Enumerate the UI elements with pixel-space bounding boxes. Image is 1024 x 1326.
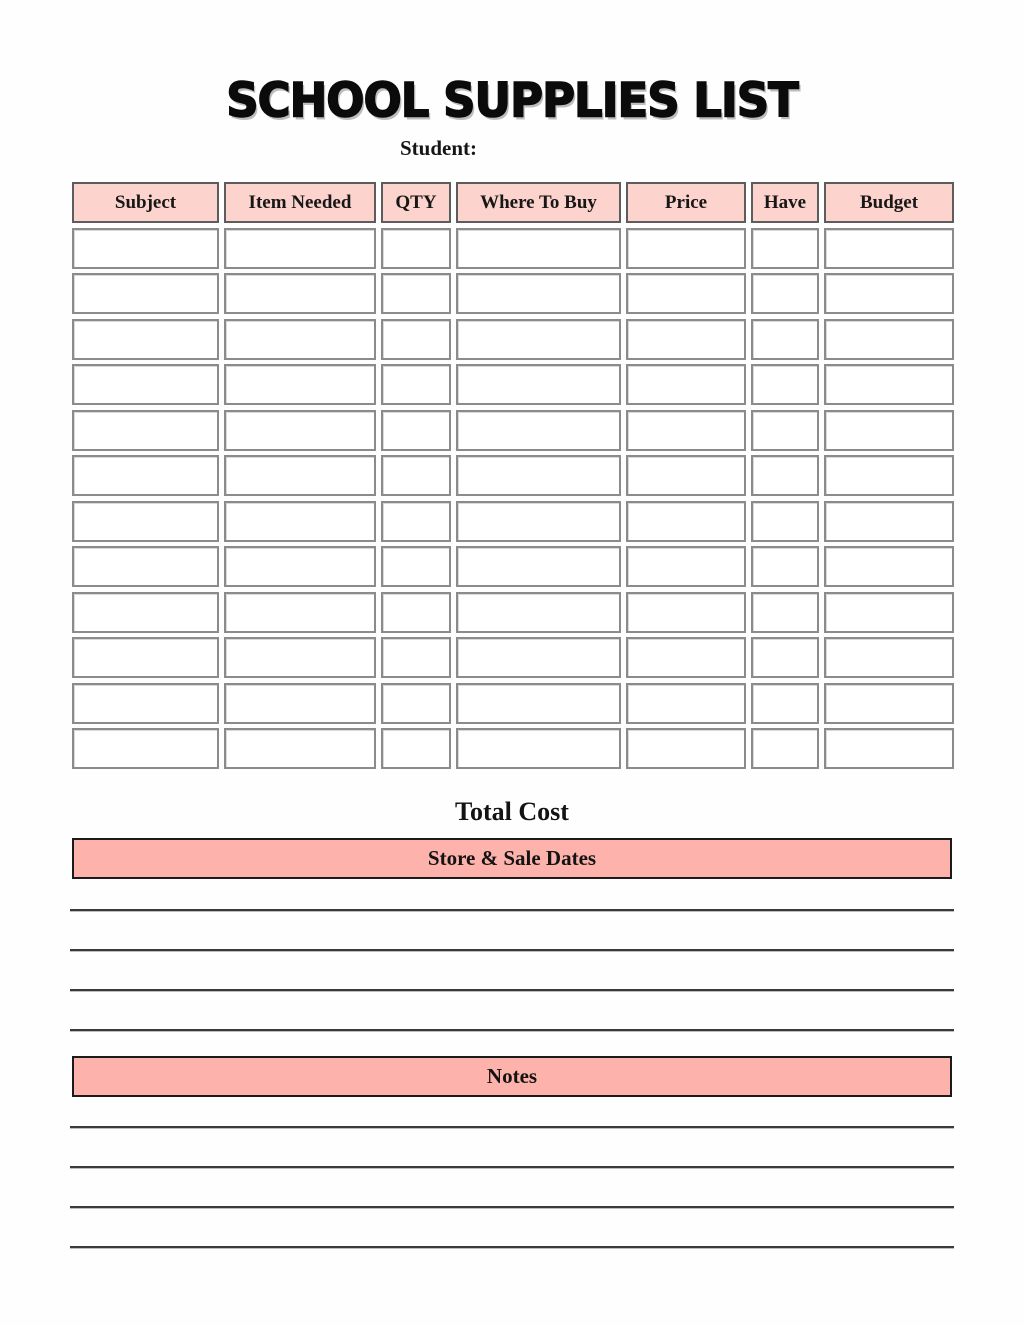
header-cell-where-to-buy: Where To Buy xyxy=(456,182,621,223)
table-cell[interactable] xyxy=(626,228,746,269)
table-cell[interactable] xyxy=(626,273,746,314)
table-cell[interactable] xyxy=(72,410,219,451)
table-cell[interactable] xyxy=(456,319,621,360)
table-cell[interactable] xyxy=(456,546,621,587)
table-cell[interactable] xyxy=(72,683,219,724)
table-cell[interactable] xyxy=(626,319,746,360)
table-cell[interactable] xyxy=(224,273,376,314)
table-cell[interactable] xyxy=(381,319,451,360)
write-line[interactable] xyxy=(70,1206,954,1209)
write-line[interactable] xyxy=(70,949,954,952)
write-line[interactable] xyxy=(70,989,954,992)
notes-banner xyxy=(72,1056,952,1097)
write-line[interactable] xyxy=(70,1246,954,1249)
table-cell[interactable] xyxy=(72,546,219,587)
table-cell[interactable] xyxy=(824,683,954,724)
table-cell[interactable] xyxy=(751,455,819,496)
table-cell[interactable] xyxy=(72,637,219,678)
table-cell[interactable] xyxy=(824,501,954,542)
write-line[interactable] xyxy=(70,1166,954,1169)
table-cell[interactable] xyxy=(824,364,954,405)
header-cell-have: Have xyxy=(751,182,819,223)
table-cell[interactable] xyxy=(456,637,621,678)
table-cell[interactable] xyxy=(751,273,819,314)
write-line[interactable] xyxy=(70,909,954,912)
table-cell[interactable] xyxy=(224,728,376,769)
table-cell[interactable] xyxy=(824,592,954,633)
table-cell[interactable] xyxy=(824,546,954,587)
table-cell[interactable] xyxy=(456,592,621,633)
table-cell[interactable] xyxy=(626,728,746,769)
table-cell[interactable] xyxy=(224,455,376,496)
table-cell[interactable] xyxy=(72,364,219,405)
table-cell[interactable] xyxy=(626,683,746,724)
table-cell[interactable] xyxy=(626,637,746,678)
table-cell[interactable] xyxy=(72,501,219,542)
table-cell[interactable] xyxy=(72,455,219,496)
table-cell[interactable] xyxy=(381,455,451,496)
table-cell[interactable] xyxy=(381,683,451,724)
notes-lines xyxy=(70,1126,954,1249)
table-cell[interactable] xyxy=(824,637,954,678)
header-cell-budget: Budget xyxy=(824,182,954,223)
table-cell[interactable] xyxy=(626,455,746,496)
table-cell[interactable] xyxy=(224,501,376,542)
table-cell[interactable] xyxy=(626,410,746,451)
table-cell[interactable] xyxy=(381,728,451,769)
table-cell[interactable] xyxy=(456,228,621,269)
table-cell[interactable] xyxy=(224,319,376,360)
table-cell[interactable] xyxy=(824,728,954,769)
table-cell[interactable] xyxy=(751,319,819,360)
store-sale-dates-label: Store & Sale Dates xyxy=(427,846,597,870)
table-cell[interactable] xyxy=(381,546,451,587)
table-cell[interactable] xyxy=(751,683,819,724)
table-cell[interactable] xyxy=(224,364,376,405)
table-cell[interactable] xyxy=(72,273,219,314)
table-cell[interactable] xyxy=(224,410,376,451)
table-cell[interactable] xyxy=(224,592,376,633)
table-cell[interactable] xyxy=(381,273,451,314)
table-cell[interactable] xyxy=(456,455,621,496)
table-cell[interactable] xyxy=(72,592,219,633)
write-line[interactable] xyxy=(70,1029,954,1032)
table-cell[interactable] xyxy=(456,364,621,405)
table-cell[interactable] xyxy=(751,501,819,542)
student-label: Student: xyxy=(400,136,478,160)
table-cell[interactable] xyxy=(456,728,621,769)
table-cell[interactable] xyxy=(751,592,819,633)
store-sale-dates-banner xyxy=(72,838,952,879)
table-cell[interactable] xyxy=(751,228,819,269)
table-cell[interactable] xyxy=(456,501,621,542)
write-line[interactable] xyxy=(70,1126,954,1129)
table-cell[interactable] xyxy=(381,410,451,451)
table-cell[interactable] xyxy=(626,364,746,405)
total-cost-label: Total Cost xyxy=(455,797,569,826)
table-cell[interactable] xyxy=(381,501,451,542)
page-title: SCHOOL SUPPLIES LIST xyxy=(226,72,798,129)
table-cell[interactable] xyxy=(72,728,219,769)
table-cell[interactable] xyxy=(626,592,746,633)
store-sale-dates-lines xyxy=(70,909,954,1032)
table-cell[interactable] xyxy=(72,228,219,269)
supplies-table xyxy=(72,182,954,769)
table-cell[interactable] xyxy=(72,319,219,360)
table-cell[interactable] xyxy=(381,592,451,633)
table-cell[interactable] xyxy=(456,273,621,314)
table-cell[interactable] xyxy=(626,546,746,587)
table-cell[interactable] xyxy=(824,410,954,451)
table-cell[interactable] xyxy=(751,410,819,451)
header-cell-subject: Subject xyxy=(72,182,219,223)
notes-label: Notes xyxy=(486,1064,538,1088)
table-cell[interactable] xyxy=(824,228,954,269)
table-cell[interactable] xyxy=(824,319,954,360)
table-cell[interactable] xyxy=(626,501,746,542)
table-cell[interactable] xyxy=(824,273,954,314)
table-cell[interactable] xyxy=(381,637,451,678)
table-cell[interactable] xyxy=(224,683,376,724)
table-cell[interactable] xyxy=(824,455,954,496)
table-cell[interactable] xyxy=(381,228,451,269)
table-cell[interactable] xyxy=(381,364,451,405)
table-cell[interactable] xyxy=(751,546,819,587)
table-cell[interactable] xyxy=(224,637,376,678)
table-cell[interactable] xyxy=(456,683,621,724)
table-cell[interactable] xyxy=(751,728,819,769)
header-cell-item-needed: Item Needed xyxy=(224,182,376,223)
table-cell[interactable] xyxy=(456,410,621,451)
header-cell-qty: QTY xyxy=(381,182,451,223)
table-cell[interactable] xyxy=(224,228,376,269)
table-cell[interactable] xyxy=(751,637,819,678)
table-cell[interactable] xyxy=(751,364,819,405)
header-cell-price: Price xyxy=(626,182,746,223)
table-cell[interactable] xyxy=(224,546,376,587)
